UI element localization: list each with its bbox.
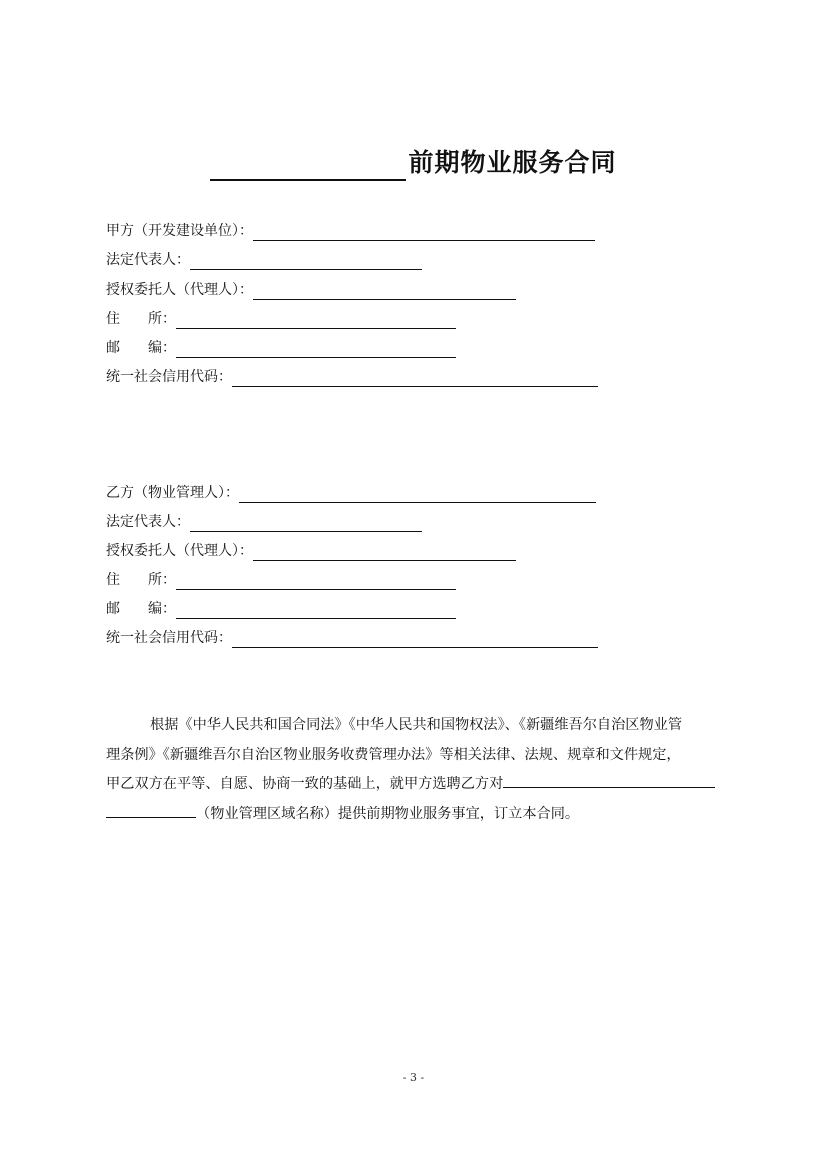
title-block (0, 143, 827, 181)
title-blank-line[interactable] (210, 143, 406, 181)
paragraph-line-with-blank (106, 800, 728, 830)
party-a-credit-code-row (106, 365, 598, 387)
paragraph-line: 根据《中华人民共和国合同法》《中华人民共和国物权法》、《新疆维吾尔自治区物业管 (150, 717, 683, 733)
party-a-credit-code-field[interactable] (232, 371, 598, 387)
party-a-legal-rep-row (106, 248, 422, 270)
party-b-agent-label: 授权委托人（代理人）： (106, 543, 253, 559)
party-b-address-field[interactable] (176, 574, 456, 590)
party-b-legal-rep-row (106, 510, 422, 532)
property-area-field[interactable] (503, 774, 715, 788)
party-a-postcode-label: 邮 编： (106, 340, 176, 356)
party-b-address-label: 住 所： (106, 572, 176, 588)
document-title: 前期物业服务合同 (408, 148, 617, 177)
party-a-address-field[interactable] (176, 313, 456, 329)
party-b-label: 乙方（物业管理人）： (106, 485, 239, 501)
party-b-credit-code-field[interactable] (232, 632, 598, 648)
party-a-credit-code-label: 统一社会信用代码： (106, 369, 232, 385)
party-b-address-row (106, 568, 456, 590)
paragraph-line-text: 甲乙双方在平等、自愿、协商一致的基础上，就甲方选聘乙方对 (106, 776, 504, 792)
party-a-postcode-row (106, 336, 456, 358)
paragraph-line: 理条例》《新疆维吾尔自治区物业服务收费管理办法》等相关法律、法规、规章和文件规定， (106, 746, 681, 763)
party-a-postcode-field[interactable] (176, 342, 456, 358)
party-b-credit-code-row (106, 626, 598, 648)
paragraph-line-text: （物业管理区域名称）提供前期物业服务事宜，订立本合同。 (196, 805, 580, 822)
party-b-field[interactable] (239, 487, 596, 503)
party-b-legal-rep-label: 法定代表人： (106, 514, 190, 530)
party-a-legal-rep-label: 法定代表人： (106, 252, 190, 268)
party-a-legal-rep-field[interactable] (190, 254, 422, 270)
party-a-row (106, 219, 595, 241)
party-b-postcode-field[interactable] (176, 603, 456, 619)
party-b-legal-rep-field[interactable] (190, 516, 422, 532)
party-b-credit-code-label: 统一社会信用代码： (106, 630, 232, 646)
party-b-postcode-row (106, 597, 456, 619)
party-b-agent-row (106, 539, 516, 561)
party-a-agent-row (106, 278, 516, 300)
property-area-name-field[interactable] (106, 804, 196, 818)
party-a-address-row (106, 307, 456, 329)
preamble-paragraph (106, 711, 728, 829)
page-number: - 3 - (402, 1071, 425, 1084)
party-b-row (106, 481, 596, 503)
party-b-postcode-label: 邮 编： (106, 601, 176, 617)
party-a-label: 甲方（开发建设单位）： (106, 223, 253, 239)
party-a-address-label: 住 所： (106, 311, 176, 327)
party-a-agent-field[interactable] (253, 284, 516, 300)
party-a-agent-label: 授权委托人（代理人）： (106, 282, 253, 298)
party-b-agent-field[interactable] (253, 545, 516, 561)
paragraph-line-with-blank (106, 770, 728, 800)
party-a-field[interactable] (253, 225, 595, 241)
